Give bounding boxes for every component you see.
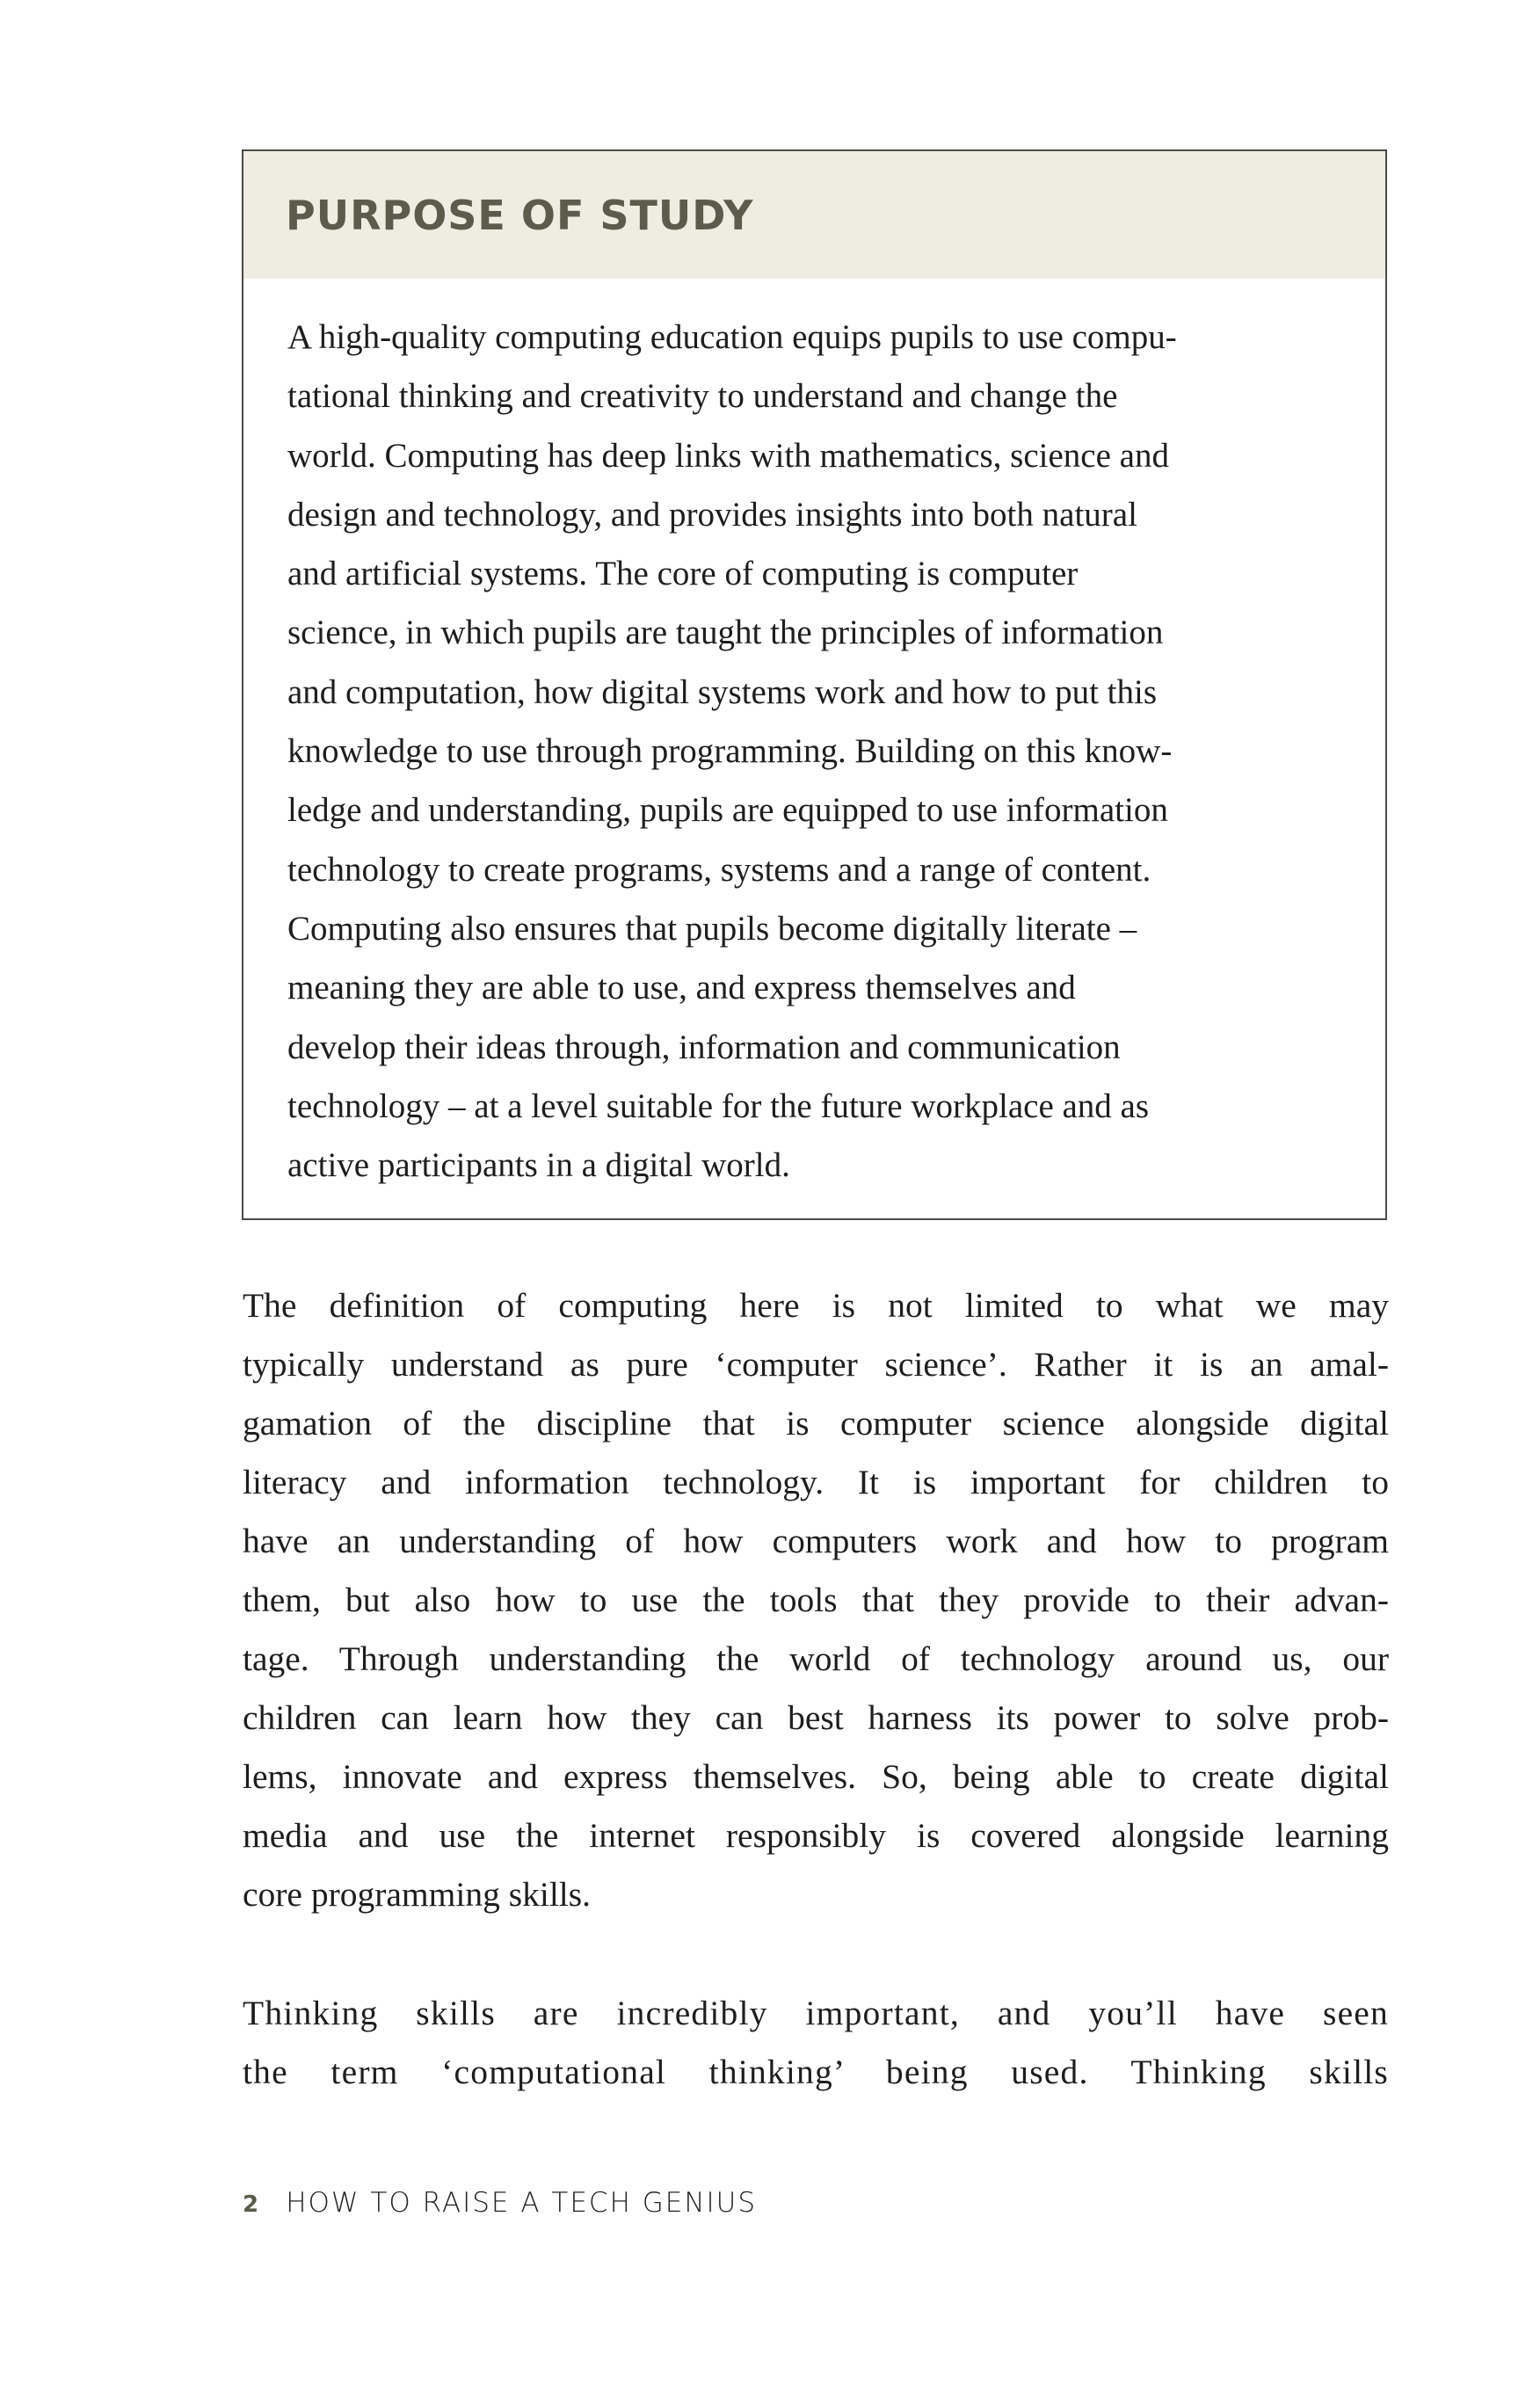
paragraph-line: Thinking skills are incredibly important, and you’ll have seen: [243, 1994, 1389, 2032]
box-line: meaning they are able to use, and express themselves and: [287, 969, 1076, 1007]
box-line: technology to create programs, systems and a range of content.: [287, 850, 1151, 889]
paragraph-line: lems, innovate and express themselves. So, being able to create digital: [243, 1757, 1389, 1796]
box-line: Computing also ensures that pupils become digitally literate –: [287, 909, 1137, 948]
box-title: PURPOSE OF STUDY: [286, 192, 754, 239]
box-line: and computation, how digital systems work and how to put this: [287, 672, 1157, 711]
paragraph-line: typically understand as pure ‘computer science’. Rather it is an amal-: [243, 1345, 1389, 1384]
box-line: develop their ideas through, information and communication: [287, 1028, 1121, 1066]
box-line: active participants in a digital world.: [287, 1146, 790, 1185]
page-number: 2: [243, 2191, 259, 2218]
paragraph-line: media and use the internet responsibly is covered alongside learning: [243, 1816, 1389, 1855]
body-paragraph-1: [243, 1276, 1389, 1924]
paragraph-line: have an understanding of how computers work and how to program: [243, 1522, 1389, 1560]
box-line: science, in which pupils are taught the principles of information: [287, 614, 1164, 652]
paragraph-line: them, but also how to use the tools that they provide to their advan-: [243, 1581, 1389, 1619]
box-line: world. Computing has deep links with mathematics, science and: [287, 436, 1169, 475]
paragraph-line: children can learn how they can best harness its power to solve prob-: [243, 1698, 1389, 1737]
page-footer: [243, 2187, 757, 2219]
paragraph-line: literacy and information technology. It is important for children to: [243, 1463, 1389, 1501]
box-line: tational thinking and creativity to understand and change the: [287, 377, 1118, 416]
box-line: and artificial systems. The core of computing is computer: [287, 555, 1079, 593]
box-body-text: [287, 308, 1177, 1195]
running-title: HOW TO RAISE A TECH GENIUS: [286, 2187, 758, 2219]
paragraph-line: tage. Through understanding the world of technology around us, our: [243, 1639, 1389, 1678]
paragraph-line: gamation of the discipline that is computer science alongside digital: [243, 1404, 1389, 1443]
box-line: design and technology, and provides insights into both natural: [287, 495, 1137, 534]
box-header-band: [243, 151, 1385, 279]
box-line: technology – at a level suitable for the future workplace and as: [287, 1086, 1150, 1125]
body-paragraph-2: [243, 1984, 1389, 2102]
purpose-of-study-box: [242, 149, 1387, 1220]
paragraph-line: core programming skills.: [243, 1875, 592, 1914]
box-line: A high-quality computing education equips pupils to use compu-: [287, 318, 1177, 356]
box-line: ledge and understanding, pupils are equipped to use information: [287, 791, 1168, 830]
paragraph-line: the term ‘computational thinking’ being used. Thinking skills: [243, 2053, 1389, 2091]
paragraph-line: The definition of computing here is not limited to what we may: [243, 1286, 1389, 1325]
box-line: knowledge to use through programming. Building on this know-: [287, 732, 1173, 771]
